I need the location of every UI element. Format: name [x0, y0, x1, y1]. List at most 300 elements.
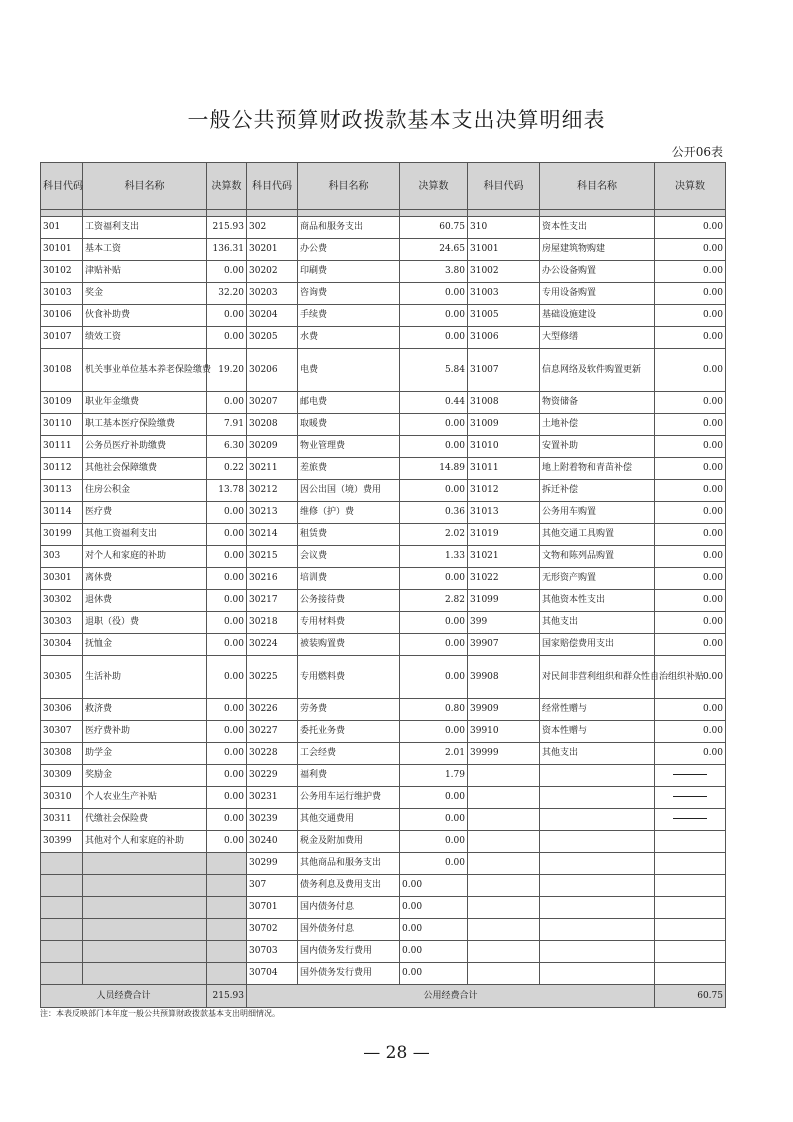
table-row	[41, 480, 726, 502]
table-row	[41, 919, 726, 941]
name-cell: 救济费	[83, 699, 207, 721]
code-cell: 31099	[468, 590, 540, 612]
code-cell: 30114	[41, 502, 83, 524]
code-cell: 30302	[41, 590, 83, 612]
name-cell: 职业年金缴费	[83, 392, 207, 414]
name-cell: 培训费	[298, 568, 400, 590]
amount-cell	[207, 963, 247, 985]
name-cell: 退职（役）费	[83, 612, 207, 634]
name-cell: 其他工资福利支出	[83, 524, 207, 546]
name-cell: 津贴补贴	[83, 261, 207, 283]
column-header: 科目名称	[540, 163, 655, 210]
name-cell: 地上附着物和青苗补偿	[540, 458, 655, 480]
amount-cell: 0.00	[655, 261, 726, 283]
code-cell: 39999	[468, 743, 540, 765]
amount-cell: 0.00	[655, 590, 726, 612]
table-row	[41, 743, 726, 765]
name-cell: 其他交通费用	[298, 809, 400, 831]
amount-cell: 0.00	[400, 612, 468, 634]
amount-cell: 0.00	[207, 634, 247, 656]
code-cell: 31022	[468, 568, 540, 590]
table-header-row	[41, 163, 726, 210]
column-header: 决算数	[400, 163, 468, 210]
amount-cell: 0.00	[655, 524, 726, 546]
code-cell: 31011	[468, 458, 540, 480]
name-cell: 助学金	[83, 743, 207, 765]
amount-cell: 0.00	[400, 414, 468, 436]
amount-cell: 0.00	[400, 853, 468, 875]
name-cell: 公务用车购置	[540, 502, 655, 524]
personnel-total-value: 215.93	[207, 985, 247, 1008]
amount-cell: 0.80	[400, 699, 468, 721]
amount-cell: 0.00	[400, 283, 468, 305]
code-cell: 30111	[41, 436, 83, 458]
code-cell: 30112	[41, 458, 83, 480]
code-cell: 30306	[41, 699, 83, 721]
name-cell: 奖励金	[83, 765, 207, 787]
code-cell: 30703	[247, 941, 298, 963]
name-cell: 办公设备购置	[540, 261, 655, 283]
name-cell: 安置补助	[540, 436, 655, 458]
name-cell	[540, 919, 655, 941]
code-cell: 30704	[247, 963, 298, 985]
name-cell: 取暖费	[298, 414, 400, 436]
table-row	[41, 699, 726, 721]
amount-cell: 13.78	[207, 480, 247, 502]
table-row	[41, 349, 726, 392]
table-row	[41, 414, 726, 436]
code-cell: 310	[468, 217, 540, 239]
name-cell: 资本性赠与	[540, 721, 655, 743]
amount-cell: 0.00	[655, 414, 726, 436]
amount-cell: 0.00	[655, 458, 726, 480]
name-cell: 代缴社会保险费	[83, 809, 207, 831]
code-cell	[41, 875, 83, 897]
code-cell: 30240	[247, 831, 298, 853]
name-cell: 国外债务发行费用	[298, 963, 400, 985]
table-row	[41, 897, 726, 919]
code-cell: 30304	[41, 634, 83, 656]
table-row	[41, 546, 726, 568]
table-row	[41, 853, 726, 875]
code-cell: 31013	[468, 502, 540, 524]
name-cell: 手续费	[298, 305, 400, 327]
name-cell: 劳务费	[298, 699, 400, 721]
amount-cell: 2.02	[400, 524, 468, 546]
name-cell: 住房公积金	[83, 480, 207, 502]
code-cell: 30101	[41, 239, 83, 261]
table-row	[41, 524, 726, 546]
name-cell: 邮电费	[298, 392, 400, 414]
code-cell	[468, 963, 540, 985]
table-row	[41, 634, 726, 656]
name-cell: 对个人和家庭的补助	[83, 546, 207, 568]
code-cell: 30214	[247, 524, 298, 546]
amount-cell: 0.00	[655, 568, 726, 590]
code-cell: 30216	[247, 568, 298, 590]
code-cell: 30239	[247, 809, 298, 831]
code-cell: 30301	[41, 568, 83, 590]
amount-cell: 24.65	[400, 239, 468, 261]
personnel-total-label: 人员经费合计	[41, 985, 207, 1008]
code-cell: 30208	[247, 414, 298, 436]
name-cell: 离休费	[83, 568, 207, 590]
table-row	[41, 283, 726, 305]
code-cell: 39907	[468, 634, 540, 656]
amount-cell: 2.82	[400, 590, 468, 612]
name-cell: 商品和服务支出	[298, 217, 400, 239]
name-cell: 对民间非营利组织和群众性自治组织补贴	[540, 656, 655, 699]
column-header: 科目代码	[41, 163, 83, 210]
code-cell: 399	[468, 612, 540, 634]
amount-cell: 0.00	[400, 721, 468, 743]
name-cell: 经常性赠与	[540, 699, 655, 721]
amount-cell: 0.00	[207, 502, 247, 524]
code-cell: 30209	[247, 436, 298, 458]
amount-cell: 0.00	[207, 590, 247, 612]
name-cell: 办公费	[298, 239, 400, 261]
amount-cell: 0.00	[400, 656, 468, 699]
amount-cell: 0.00	[655, 656, 726, 699]
name-cell: 物资储备	[540, 392, 655, 414]
code-cell: 30307	[41, 721, 83, 743]
amount-cell: 0.00	[207, 656, 247, 699]
name-cell	[540, 963, 655, 985]
code-cell: 30211	[247, 458, 298, 480]
code-cell	[41, 853, 83, 875]
name-cell: 绩效工资	[83, 327, 207, 349]
amount-cell: 0.00	[207, 743, 247, 765]
column-header: 决算数	[207, 163, 247, 210]
amount-cell	[655, 809, 726, 831]
code-cell	[468, 919, 540, 941]
code-cell	[41, 919, 83, 941]
amount-cell: 0.00	[655, 349, 726, 392]
amount-cell	[207, 853, 247, 875]
name-cell: 机关事业单位基本养老保险缴费	[83, 349, 207, 392]
amount-cell: 0.00	[400, 831, 468, 853]
name-cell: 房屋建筑物购建	[540, 239, 655, 261]
amount-cell: 0.00	[207, 327, 247, 349]
table-row	[41, 590, 726, 612]
public-total-label: 公用经费合计	[247, 985, 655, 1008]
code-cell	[468, 853, 540, 875]
name-cell: 资本性支出	[540, 217, 655, 239]
code-cell: 30102	[41, 261, 83, 283]
name-cell: 大型修缮	[540, 327, 655, 349]
table-note: 注：本表反映部门本年度一般公共预算财政拨款基本支出明细情况。	[40, 1009, 280, 1018]
name-cell: 物业管理费	[298, 436, 400, 458]
name-cell: 医疗费补助	[83, 721, 207, 743]
amount-cell: 0.00	[400, 919, 468, 941]
column-header: 决算数	[655, 163, 726, 210]
code-cell: 31003	[468, 283, 540, 305]
amount-cell: 0.00	[400, 480, 468, 502]
code-cell: 30204	[247, 305, 298, 327]
amount-cell: 136.31	[207, 239, 247, 261]
code-cell	[468, 897, 540, 919]
name-cell: 水费	[298, 327, 400, 349]
amount-cell: 0.00	[207, 699, 247, 721]
name-cell: 职工基本医疗保险缴费	[83, 414, 207, 436]
name-cell: 奖金	[83, 283, 207, 305]
code-cell: 31006	[468, 327, 540, 349]
amount-cell: 0.00	[400, 327, 468, 349]
code-cell: 31002	[468, 261, 540, 283]
amount-cell: 6.30	[207, 436, 247, 458]
dash-line	[673, 796, 707, 797]
amount-cell: 0.00	[207, 831, 247, 853]
amount-cell	[207, 919, 247, 941]
code-cell: 30206	[247, 349, 298, 392]
code-cell: 39908	[468, 656, 540, 699]
table-row	[41, 656, 726, 699]
name-cell: 被装购置费	[298, 634, 400, 656]
name-cell: 其他对个人和家庭的补助	[83, 831, 207, 853]
code-cell: 30202	[247, 261, 298, 283]
amount-cell: 0.00	[400, 436, 468, 458]
code-cell: 30203	[247, 283, 298, 305]
amount-cell: 0.00	[400, 897, 468, 919]
table-row	[41, 809, 726, 831]
name-cell: 福利费	[298, 765, 400, 787]
name-cell: 伙食补助费	[83, 305, 207, 327]
amount-cell: 0.00	[207, 612, 247, 634]
code-cell: 30299	[247, 853, 298, 875]
name-cell	[83, 941, 207, 963]
amount-cell: 0.22	[207, 458, 247, 480]
code-cell	[41, 941, 83, 963]
code-cell: 30113	[41, 480, 83, 502]
table-row	[41, 502, 726, 524]
code-cell	[468, 941, 540, 963]
name-cell: 咨询费	[298, 283, 400, 305]
amount-cell	[655, 831, 726, 853]
amount-cell: 0.00	[207, 787, 247, 809]
amount-cell: 0.00	[400, 568, 468, 590]
name-cell: 文物和陈列品购置	[540, 546, 655, 568]
column-header: 科目代码	[247, 163, 298, 210]
code-cell	[468, 809, 540, 831]
dash-line	[673, 774, 707, 775]
amount-cell: 0.00	[655, 283, 726, 305]
amount-cell: 0.00	[207, 568, 247, 590]
amount-cell: 3.80	[400, 261, 468, 283]
name-cell: 生活补助	[83, 656, 207, 699]
name-cell: 拆迁补偿	[540, 480, 655, 502]
amount-cell: 0.00	[655, 699, 726, 721]
table-row	[41, 327, 726, 349]
code-cell: 30226	[247, 699, 298, 721]
name-cell: 公务接待费	[298, 590, 400, 612]
name-cell: 工资福利支出	[83, 217, 207, 239]
amount-cell: 7.91	[207, 414, 247, 436]
amount-cell: 32.20	[207, 283, 247, 305]
amount-cell: 0.00	[400, 941, 468, 963]
code-cell	[468, 787, 540, 809]
table-row	[41, 458, 726, 480]
amount-cell: 1.79	[400, 765, 468, 787]
amount-cell: 0.00	[207, 546, 247, 568]
page-number: — 28 —	[363, 1043, 430, 1063]
name-cell: 工会经费	[298, 743, 400, 765]
name-cell: 其他支出	[540, 743, 655, 765]
code-cell: 30308	[41, 743, 83, 765]
name-cell	[83, 875, 207, 897]
amount-cell: 0.00	[655, 217, 726, 239]
code-cell: 30305	[41, 656, 83, 699]
amount-cell: 0.44	[400, 392, 468, 414]
table-row	[41, 305, 726, 327]
code-cell: 30106	[41, 305, 83, 327]
code-cell: 30310	[41, 787, 83, 809]
name-cell: 土地补偿	[540, 414, 655, 436]
table-row	[41, 787, 726, 809]
code-cell: 30107	[41, 327, 83, 349]
code-cell: 30207	[247, 392, 298, 414]
code-cell	[468, 875, 540, 897]
code-cell: 302	[247, 217, 298, 239]
name-cell: 国内债务付息	[298, 897, 400, 919]
amount-cell: 0.00	[655, 502, 726, 524]
code-cell: 30215	[247, 546, 298, 568]
code-cell: 30218	[247, 612, 298, 634]
amount-cell	[655, 787, 726, 809]
amount-cell: 0.00	[655, 305, 726, 327]
table-row	[41, 392, 726, 414]
name-cell	[83, 853, 207, 875]
code-cell: 30227	[247, 721, 298, 743]
amount-cell	[655, 941, 726, 963]
table-row	[41, 721, 726, 743]
code-cell: 30212	[247, 480, 298, 502]
code-cell: 30213	[247, 502, 298, 524]
table-row	[41, 217, 726, 239]
table-row	[41, 941, 726, 963]
name-cell: 债务利息及费用支出	[298, 875, 400, 897]
table-row	[41, 436, 726, 458]
table-row	[41, 765, 726, 787]
name-cell: 租赁费	[298, 524, 400, 546]
amount-cell: 60.75	[400, 217, 468, 239]
name-cell: 基础设施建设	[540, 305, 655, 327]
table-row	[41, 568, 726, 590]
amount-cell	[207, 897, 247, 919]
code-cell: 31019	[468, 524, 540, 546]
name-cell: 基本工资	[83, 239, 207, 261]
code-cell: 30702	[247, 919, 298, 941]
code-cell	[468, 831, 540, 853]
code-cell: 31012	[468, 480, 540, 502]
name-cell: 其他资本性支出	[540, 590, 655, 612]
code-cell: 30399	[41, 831, 83, 853]
code-cell: 31008	[468, 392, 540, 414]
name-cell: 国内债务发行费用	[298, 941, 400, 963]
code-cell: 30309	[41, 765, 83, 787]
amount-cell: 0.00	[400, 787, 468, 809]
name-cell	[83, 919, 207, 941]
code-cell: 39909	[468, 699, 540, 721]
table-row	[41, 612, 726, 634]
amount-cell: 0.00	[655, 612, 726, 634]
header-gap-row	[41, 210, 726, 217]
amount-cell: 0.00	[400, 809, 468, 831]
name-cell: 专用燃料费	[298, 656, 400, 699]
name-cell	[540, 765, 655, 787]
table-row	[41, 963, 726, 985]
code-cell: 30231	[247, 787, 298, 809]
code-cell: 30108	[41, 349, 83, 392]
code-cell: 301	[41, 217, 83, 239]
code-cell: 30311	[41, 809, 83, 831]
amount-cell: 1.33	[400, 546, 468, 568]
name-cell: 差旅费	[298, 458, 400, 480]
code-cell: 31001	[468, 239, 540, 261]
name-cell	[83, 963, 207, 985]
amount-cell	[655, 919, 726, 941]
code-cell	[41, 963, 83, 985]
name-cell	[540, 787, 655, 809]
name-cell	[540, 853, 655, 875]
amount-cell: 0.00	[207, 721, 247, 743]
column-header: 科目名称	[83, 163, 207, 210]
name-cell: 税金及附加费用	[298, 831, 400, 853]
name-cell: 其他社会保障缴费	[83, 458, 207, 480]
amount-cell: 215.93	[207, 217, 247, 239]
code-cell: 30229	[247, 765, 298, 787]
code-cell: 30103	[41, 283, 83, 305]
amount-cell: 0.00	[655, 743, 726, 765]
name-cell	[540, 875, 655, 897]
name-cell: 抚恤金	[83, 634, 207, 656]
name-cell: 会议费	[298, 546, 400, 568]
expenditure-table	[40, 162, 726, 1008]
name-cell: 专用设备购置	[540, 283, 655, 305]
code-cell: 31021	[468, 546, 540, 568]
amount-cell	[655, 963, 726, 985]
amount-cell: 0.00	[655, 239, 726, 261]
code-cell: 31010	[468, 436, 540, 458]
code-cell: 30224	[247, 634, 298, 656]
table-body	[41, 217, 726, 985]
code-cell: 30205	[247, 327, 298, 349]
name-cell: 国家赔偿费用支出	[540, 634, 655, 656]
code-cell	[41, 897, 83, 919]
table-row	[41, 831, 726, 853]
amount-cell: 0.00	[655, 546, 726, 568]
code-cell: 30303	[41, 612, 83, 634]
name-cell: 退休费	[83, 590, 207, 612]
name-cell	[540, 941, 655, 963]
amount-cell	[655, 853, 726, 875]
amount-cell: 19.20	[207, 349, 247, 392]
code-cell: 30701	[247, 897, 298, 919]
page-title: 一般公共预算财政拨款基本支出决算明细表	[187, 108, 606, 132]
code-cell: 303	[41, 546, 83, 568]
amount-cell: 0.00	[207, 261, 247, 283]
amount-cell: 0.00	[655, 480, 726, 502]
name-cell: 个人农业生产补贴	[83, 787, 207, 809]
name-cell: 国外债务付息	[298, 919, 400, 941]
amount-cell: 0.00	[207, 392, 247, 414]
amount-cell: 0.00	[655, 634, 726, 656]
name-cell: 因公出国（境）费用	[298, 480, 400, 502]
table-row	[41, 261, 726, 283]
amount-cell: 0.00	[655, 436, 726, 458]
amount-cell: 0.00	[207, 305, 247, 327]
amount-cell: 0.00	[400, 634, 468, 656]
name-cell	[540, 831, 655, 853]
